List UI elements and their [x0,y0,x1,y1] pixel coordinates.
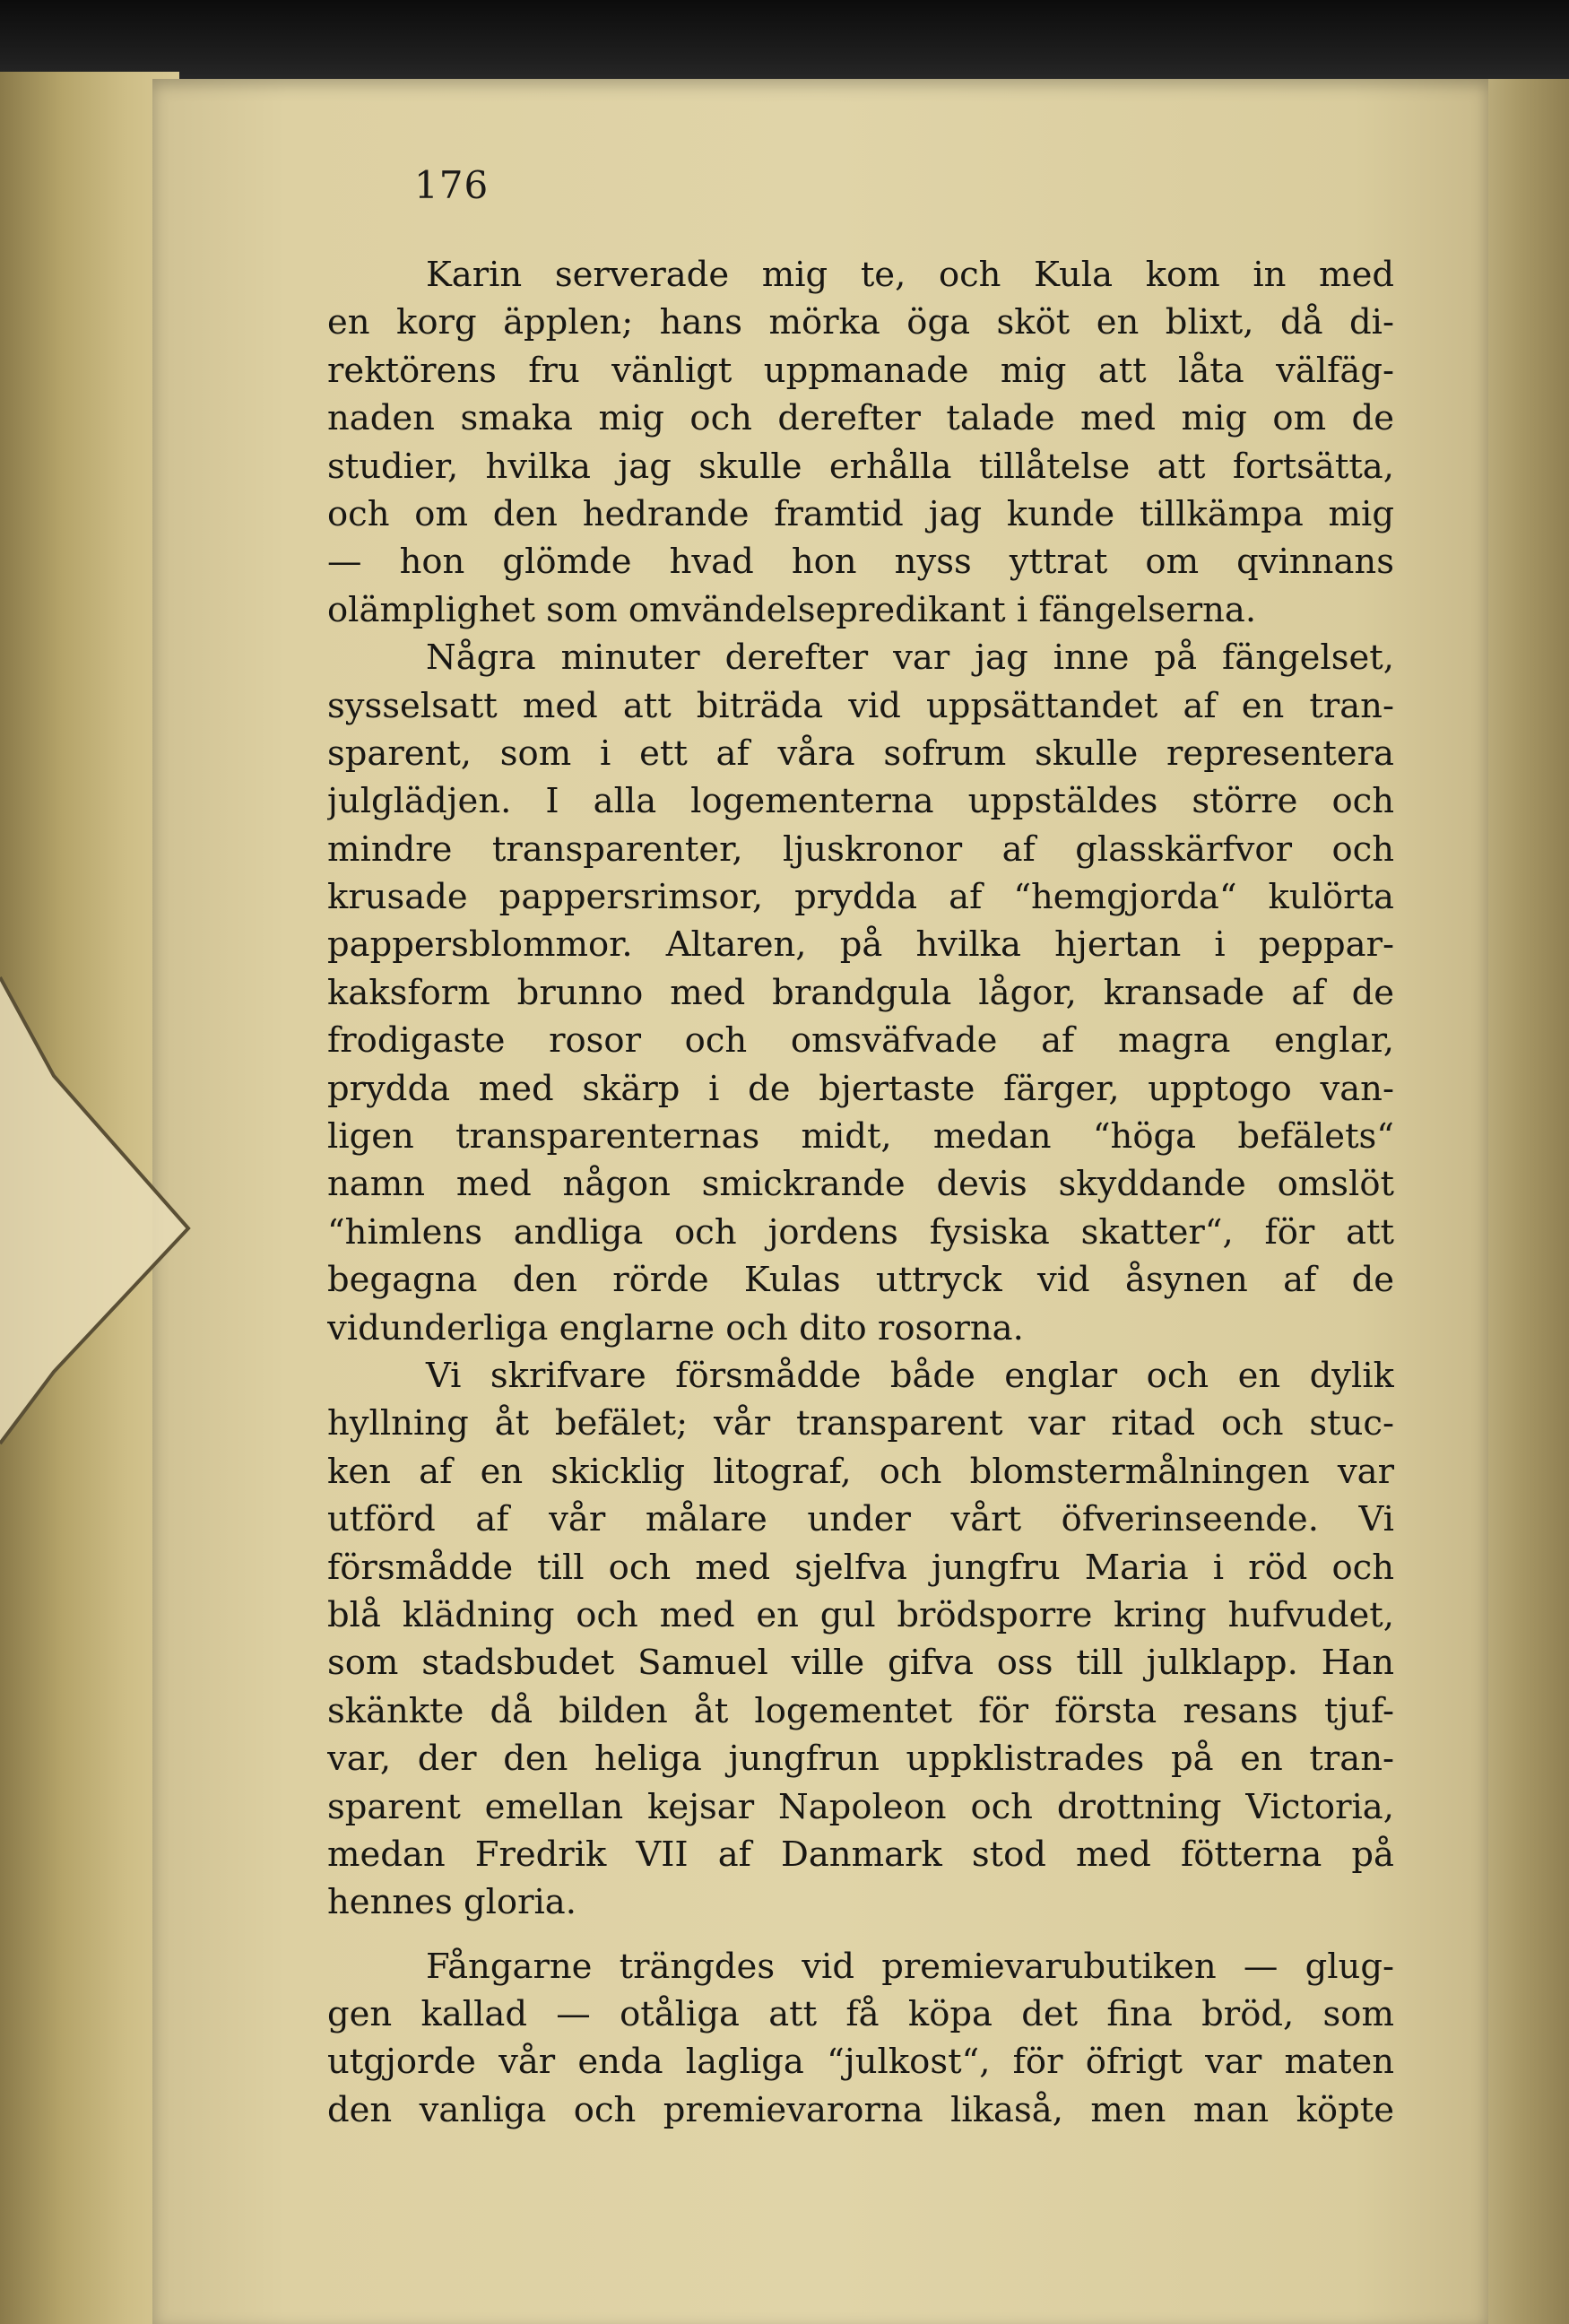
text-line: försmådde till och med sjelfva jungfru Maria i röd och [327,1547,1394,1588]
text-line: utgjorde vår enda lagliga “julkost“, för öfrigt var maten [327,2042,1394,2083]
text-line: Vi skrifvare försmådde både englar och en dylik [426,1355,1394,1396]
text-line: Fångarne trängdes vid premievarubutiken — glug- [426,1946,1394,1987]
text-line: sparent, som i ett af våra sofrum skulle representera [327,733,1394,774]
text-line: som stadsbudet Samuel ville gifva oss till julklapp. Han [327,1643,1394,1684]
paragraph-3 [327,1352,1394,1927]
text-line: olämplighet som omvändelsepredikant i fängelserna. [327,589,1257,630]
text-line: namn med någon smickrande devis skyddande omslöt [327,1164,1394,1205]
paragraph-1 [327,251,1394,634]
text-line: julglädjen. I alla logementerna uppstäldes större och [327,781,1394,822]
text-line: sparent emellan kejsar Napoleon och drottning Victoria, [327,1786,1394,1827]
paragraph-4 [327,1943,1394,2135]
text-line: medan Fredrik VII af Danmark stod med fötterna på [327,1834,1394,1875]
book-cover-top [0,0,1569,86]
text-line: Några minuter derefter var jag inne på fängelset, [426,637,1394,679]
text-line: sysselsatt med att biträda vid uppsättandet af en tran- [327,685,1394,726]
text-line: — hon glömde hvad hon nyss yttrat om qvinnans [327,542,1394,583]
text-line: kaksform brunno med brandgula lågor, kransade af de [327,972,1394,1013]
text-line: skänkte då bilden åt logementet för första resans tjuf- [327,1690,1394,1731]
text-line: naden smaka mig och derefter talade med mig om de [327,398,1394,439]
paragraph-2 [327,634,1394,1352]
page-number: 176 [414,163,490,207]
text-line: var, der den heliga jungfrun uppklistrades på en tran- [327,1739,1394,1780]
text-line: studier, hvilka jag skulle erhålla tillåtelse att fortsätta, [327,446,1394,487]
text-line: hennes gloria. [327,1882,576,1923]
paragraph-gap [327,1927,1394,1943]
text-line: begagna den rörde Kulas uttryck vid åsynen af de [327,1260,1394,1301]
text-line: Karin serverade mig te, och Kula kom in med [426,255,1394,295]
text-line: prydda med skärp i de bjertaste färger, upptogo van- [327,1068,1394,1109]
text-line: ligen transparenternas midt, medan “höga befälets“ [327,1116,1394,1158]
folded-corner [0,941,206,1479]
text-line: och om den hedrande framtid jag kunde tillkämpa mig [327,493,1394,534]
text-line: pappersblommor. Altaren, på hvilka hjertan i peppar- [327,924,1394,966]
text-line: rektörens fru vänligt uppmanade mig att låta välfäg- [327,350,1394,391]
text-line: en korg äpplen; hans mörka öga sköt en blixt, då di- [327,302,1394,343]
text-line: gen kallad — otåliga att få köpa det fina bröd, som [327,1994,1394,2035]
text-line: ken af en skicklig litograf, och blomstermålningen var [327,1451,1394,1492]
text-line: den vanliga och premievarorna likaså, men man köpte [327,2089,1394,2130]
page-body-text [327,251,1394,2134]
text-line: vidunderliga englarne och dito rosorna. [327,1307,1024,1348]
text-line: blå klädning och med en gul brödsporre kring hufvudet, [327,1594,1394,1635]
text-line: krusade pappersrimsor, prydda af “hemgjorda“ kulörta [327,877,1394,918]
text-line: mindre transparenter, ljuskronor af glasskärfvor och [327,828,1394,870]
text-line: frodigaste rosor och omsväfvade af magra englar, [327,1020,1394,1062]
page-edges-right [1488,79,1569,2324]
text-line: utförd af vår målare under vårt öfverinseende. Vi [327,1499,1394,1540]
text-line: “himlens andliga och jordens fysiska skatter“, för att [327,1211,1394,1253]
text-line: hyllning åt befälet; vår transparent var ritad och stuc- [327,1403,1394,1444]
